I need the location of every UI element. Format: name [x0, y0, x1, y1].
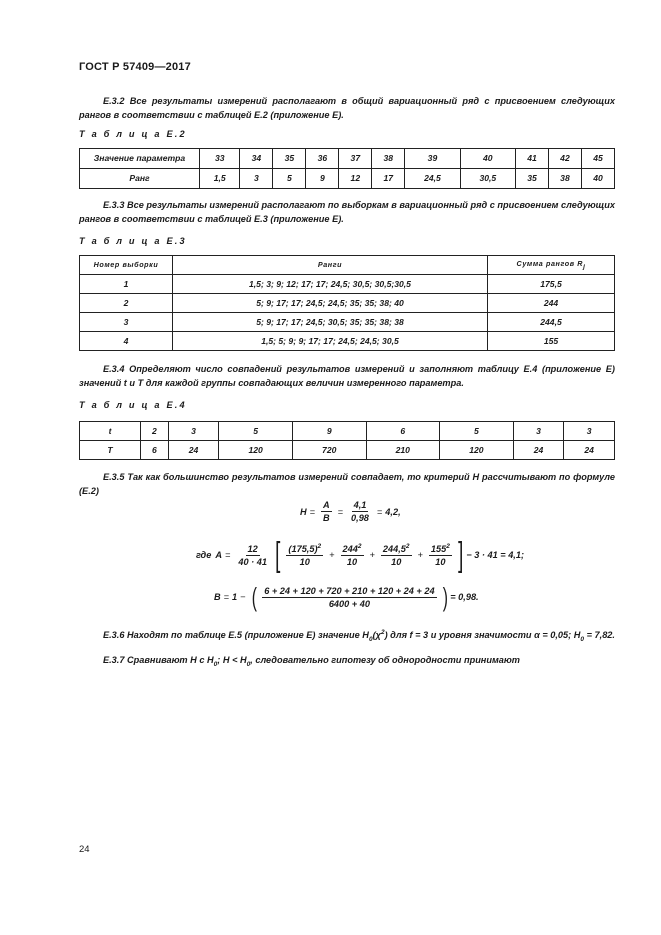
paragraph-e37-text-2: ; Н < Н — [217, 655, 247, 665]
table-e3-header-sum — [488, 256, 615, 275]
paragraph-e36 — [79, 626, 615, 647]
table-cell: 35 — [516, 169, 549, 189]
left-paren: ( — [251, 582, 257, 612]
fraction-denominator: 0,98 — [351, 513, 369, 523]
table-row — [80, 294, 615, 313]
table-cell: 4 — [80, 332, 173, 351]
table-cell: 3 — [80, 313, 173, 332]
fraction-values — [349, 500, 371, 523]
table-cell: 210 — [366, 441, 440, 460]
formula-b-one: 1 — [232, 592, 238, 602]
table-e3-header-sum-text: Сумма рангов R — [516, 258, 584, 268]
table-e2-row-label: Значение параметра — [80, 149, 200, 169]
equals-sign: = — [224, 550, 231, 560]
table-cell: 3 — [564, 422, 615, 441]
paragraph-e33: Е.3.3 Все результаты измерений располагают по выборкам в вариационный ряд с присвоением следующих рангов в соответствии с таблицей Е.3 (приложение Е). — [79, 200, 615, 224]
fraction-numerator: 6 + 24 + 120 + 720 + 210 + 120 + 24 + 24 — [264, 585, 435, 596]
subscript: 0 — [580, 635, 585, 643]
table-e4-row-t — [80, 422, 615, 441]
fraction-denominator: 6400 + 40 — [328, 598, 370, 609]
paragraph-e36-text: Е.3.6 Находят по таблице Е.5 (приложение Е) значение H — [103, 630, 369, 641]
table-e4-row-label: T — [80, 441, 141, 460]
term-value: 244 — [342, 544, 358, 555]
table-e3 — [79, 255, 615, 351]
paragraph-e36-text-2: ) для f = 3 и уровня значимости α = 0,05; — [384, 630, 572, 641]
paragraph-e37 — [79, 653, 615, 672]
table-cell: 33 — [200, 149, 240, 169]
table-e3-header-row — [80, 256, 615, 275]
table-cell: 40 — [460, 149, 515, 169]
table-cell: 2 — [80, 294, 173, 313]
formula-a-tail: − 3 · 41 = 4,1; — [466, 550, 525, 560]
formula-a-lhs: A — [215, 550, 222, 560]
table-cell: 3 — [168, 422, 219, 441]
superscript: 2 — [380, 629, 385, 636]
table-cell: 3 — [240, 169, 273, 189]
table-e2-caption: Т а б л и ц а Е.2 — [79, 129, 187, 139]
table-cell: 9 — [306, 169, 339, 189]
table-cell: 5 — [219, 422, 293, 441]
page-number: 24 — [79, 844, 90, 855]
table-cell: 17 — [372, 169, 405, 189]
table-cell: 120 — [440, 441, 514, 460]
table-e3-caption: Т а б л и ц а Е.3 — [79, 236, 187, 246]
fraction-denominator: 10 — [391, 557, 402, 568]
table-cell: 12 — [339, 169, 372, 189]
fraction-coefficient — [236, 544, 269, 567]
term-value: 244,5 — [382, 544, 406, 555]
paragraph-e34: Е.3.4 Определяют число совпадений результатов измерений и заполняют таблицу Е.4 (приложение Е) значений t и T для каждой группы совпадающих величин измеренного параметра. — [79, 364, 615, 388]
equals-sign: = — [309, 506, 316, 517]
table-row — [80, 313, 615, 332]
minus-sign: − — [240, 592, 246, 602]
fraction-b — [262, 586, 436, 609]
table-cell: 5 — [273, 169, 306, 189]
fraction-numerator: 4,1 — [353, 500, 367, 510]
table-e4-caption: Т а б л и ц а Е.4 — [79, 400, 187, 410]
term-value: (175,5) — [288, 544, 318, 555]
fraction-term-2 — [341, 543, 364, 567]
exponent: 2 — [405, 542, 410, 550]
table-cell: 244 — [488, 294, 615, 313]
fraction-denominator: 40 · 41 — [238, 556, 267, 567]
formula-h-result: 4,2, — [385, 506, 401, 517]
table-cell: 1,5 — [200, 169, 240, 189]
paragraph-e35: Е.3.5 Так как большинство результатов измерений совпадает, то критерий Н рассчитывают по формуле (Е.2) — [79, 472, 615, 496]
paragraph-e37-text: Е.3.7 Сравнивают Н с Н — [103, 655, 214, 665]
exponent: 2 — [357, 542, 362, 550]
equals-sign: = — [376, 506, 383, 517]
table-row — [80, 275, 615, 294]
table-cell: 5 — [440, 422, 514, 441]
table-cell: 2 — [141, 422, 169, 441]
table-cell: 6 — [366, 422, 440, 441]
table-cell: 1 — [80, 275, 173, 294]
formula-h — [300, 500, 401, 523]
subscript: 0 — [368, 635, 373, 643]
table-cell: 34 — [240, 149, 273, 169]
table-cell: 5; 9; 17; 17; 24,5; 24,5; 35; 35; 38; 40 — [173, 294, 488, 313]
formula-h-lhs: H — [300, 506, 307, 517]
fraction-term-3 — [381, 543, 412, 567]
table-e4 — [79, 421, 615, 460]
table-e4-row-label: t — [80, 422, 141, 441]
fraction-term-1 — [286, 543, 323, 567]
fraction-denominator: 10 — [346, 557, 358, 568]
fraction-denominator: 10 — [299, 557, 310, 568]
plus-sign: + — [417, 550, 423, 560]
fraction-denominator: 10 — [435, 557, 446, 568]
table-cell: 39 — [405, 149, 460, 169]
left-bracket: [ — [275, 536, 281, 574]
fraction-numerator — [381, 543, 412, 556]
table-cell: 36 — [306, 149, 339, 169]
table-cell: 30,5 — [460, 169, 515, 189]
fraction-a-over-b — [321, 500, 332, 523]
paragraph-e37-text-3: , следовательно гипотезу об однородности принимают — [250, 655, 520, 665]
table-cell: 37 — [339, 149, 372, 169]
table-cell: 24 — [168, 441, 219, 460]
table-cell: 1,5; 3; 9; 12; 17; 17; 24,5; 30,5; 30,5;30,5 — [173, 275, 488, 294]
table-cell: 6 — [141, 441, 169, 460]
table-cell: 41 — [516, 149, 549, 169]
paragraph-e32: Е.3.2 Все результаты измерений располагают в общий вариационный ряд с присвоением следующих рангов в соответствии с таблицей Е.2 (приложение Е). — [79, 96, 615, 120]
table-e3-header-ranks: Ранги — [173, 256, 488, 275]
table-e4-row-T — [80, 441, 615, 460]
table-cell: 175,5 — [488, 275, 615, 294]
table-cell: 38 — [548, 169, 581, 189]
table-cell: 24 — [513, 441, 564, 460]
formula-a — [196, 538, 524, 572]
table-cell: 3 — [513, 422, 564, 441]
table-e3-header-sum-sub: j — [583, 262, 586, 270]
subscript: 0 — [246, 660, 251, 668]
table-cell: 38 — [372, 149, 405, 169]
exponent: 2 — [317, 542, 322, 550]
subscript: 0 — [213, 660, 218, 668]
fraction-numerator — [341, 543, 364, 556]
paragraph-e36-line-2 — [574, 628, 615, 647]
table-cell: 244,5 — [488, 313, 615, 332]
table-cell: 720 — [292, 441, 366, 460]
fraction-term-4 — [429, 543, 452, 567]
table-e2-row-label: Ранг — [80, 169, 200, 189]
table-cell: 5; 9; 17; 17; 24,5; 30,5; 35; 35; 38; 38 — [173, 313, 488, 332]
table-e2-row-rank — [80, 169, 615, 189]
plus-sign: + — [369, 550, 375, 560]
table-e2-row-param — [80, 149, 615, 169]
table-cell: 120 — [219, 441, 293, 460]
table-cell: 24,5 — [405, 169, 460, 189]
table-cell: 35 — [273, 149, 306, 169]
table-cell: 1,5; 5; 9; 9; 17; 17; 24,5; 24,5; 30,5 — [173, 332, 488, 351]
equals-sign: = — [223, 592, 230, 602]
table-cell: 42 — [548, 149, 581, 169]
right-bracket: ] — [457, 536, 464, 574]
fraction-numerator — [286, 543, 323, 556]
fraction-denominator: B — [323, 513, 330, 523]
formula-a-prefix: где — [196, 550, 212, 560]
paragraph-e36-h: H — [573, 630, 581, 641]
fraction-numerator — [429, 543, 452, 556]
formula-b-result: = 0,98. — [450, 592, 479, 602]
formula-b-lhs: B — [214, 592, 221, 602]
table-cell: 45 — [581, 149, 614, 169]
paragraph-e36-value: = 7,82. — [586, 630, 615, 641]
table-row — [80, 332, 615, 351]
table-cell: 40 — [581, 169, 614, 189]
table-e2 — [79, 148, 615, 189]
exponent: 2 — [446, 542, 450, 550]
fraction-numerator: A — [323, 500, 330, 510]
document-header: ГОСТ Р 57409—2017 — [79, 61, 191, 73]
paragraph-e36-chi: (χ — [372, 630, 381, 641]
fraction-numerator: 12 — [247, 543, 258, 554]
right-paren: ) — [442, 582, 448, 612]
table-cell: 155 — [488, 332, 615, 351]
table-e3-header-sample: Номер выборки — [80, 256, 173, 275]
equals-sign: = — [337, 506, 344, 517]
term-value: 155 — [430, 544, 447, 555]
formula-b — [214, 584, 479, 610]
table-cell: 24 — [564, 441, 615, 460]
table-cell: 9 — [292, 422, 366, 441]
plus-sign: + — [329, 550, 335, 560]
